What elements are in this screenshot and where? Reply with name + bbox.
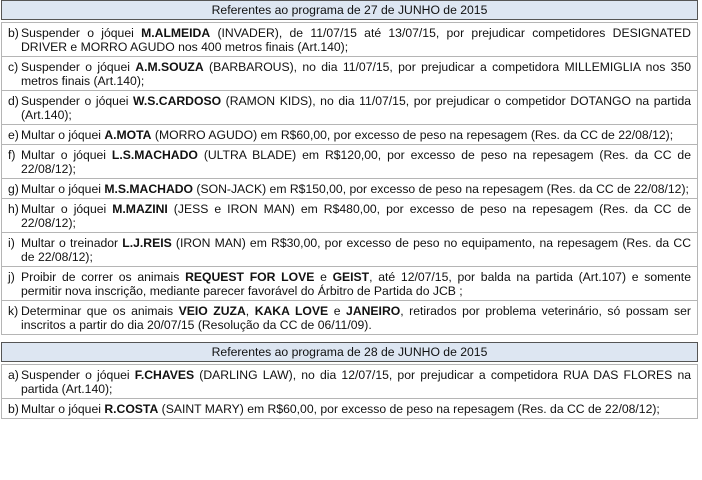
item-text [21,60,691,88]
item-text-run: (SAINT MARY) em R$60,00, por excesso de peso na repesagem (Res. da CC de 22/08/12); [158,402,660,416]
item-text-run: Proibir de correr os animais [21,270,186,284]
item-text [21,128,691,142]
item-text-bold: L.S.MACHADO [111,148,198,162]
item-text-bold: KAKA LOVE [254,304,329,318]
item-text-run: Multar o jóquei [21,148,112,162]
item-text-run: Multar o treinador [21,236,123,250]
item-text [21,26,691,54]
item-text [21,148,691,176]
item-text-run: (BARBAROUS), no dia 11/07/15, por prejudicar a competidora MILLEMIGLIA nos 350 metros finais (Art.140); [21,60,691,88]
item-label: a) [8,368,19,382]
item-text-bold: GEIST [332,270,370,284]
list-item [1,301,698,335]
item-label: i) [8,236,15,250]
item-text-bold: M.ALMEIDA [141,26,211,40]
section-header: Referentes ao programa de 27 de JUNHO de 2015 [1,0,698,20]
item-text-run: (MORRO AGUDO) em R$60,00, por excesso de peso na repesagem (Res. da CC de 22/08/12); [151,128,674,142]
item-text-run: Multar o jóquei [21,402,105,416]
item-text-bold: M.MAZINI [112,202,168,216]
item-label: h) [8,202,19,216]
item-text-bold: R.COSTA [104,402,159,416]
item-text-bold: W.S.CARDOSO [133,94,222,108]
item-text [21,402,691,416]
item-label: b) [8,402,19,416]
item-text [21,182,691,196]
item-text-run: Suspender o jóquei [21,60,136,74]
item-text-bold: F.CHAVES [134,368,195,382]
item-text-bold: L.J.REIS [122,236,172,250]
list-item [1,267,698,301]
list-item [1,199,698,233]
item-text-run: Suspender o jóquei [21,26,142,40]
item-text-run: (ULTRA BLADE) em R$120,00, por excesso de peso na repesagem (Res. da CC de 22/08/12); [21,148,691,176]
item-label: c) [8,60,19,74]
item-text-run: Suspender o jóquei [21,94,134,108]
list-item [1,399,698,419]
item-text-run: Suspender o jóquei [21,368,135,382]
item-text-run: (DARLING LAW), no dia 12/07/15, por prejudicar a competidora RUA DAS FLORES na partida (Art.140); [21,368,692,396]
section-gap [0,335,702,342]
item-text-run: (JESS e IRON MAN) em R$480,00, por excesso de peso na repesagem (Res. da CC de 22/08/12); [21,202,692,230]
item-label: b) [8,26,19,40]
item-text-bold: A.MOTA [104,128,152,142]
item-text-run: e [314,270,333,284]
item-text-run: Multar o jóquei [21,128,105,142]
item-text-run: , [245,304,255,318]
list-item [1,57,698,91]
item-text-run: , retirados por problema veterinário, só possam ser inscritos a partir do dia 20/07/15 (Resolução da CC de 06/11/09). [21,304,691,332]
item-text-bold: VEIO ZUZA [178,304,246,318]
list-item [1,22,698,57]
list-item [1,179,698,199]
item-label: k) [8,304,19,318]
item-text-run: (INVADER), de 11/07/15 até 13/07/15, por prejudicar competidores DESIGNATED DRIVER e MORRO AGUDO nos 400 metros finais (Art.140); [21,26,691,54]
list-item [1,125,698,145]
item-text-bold: M.S.MACHADO [104,182,194,196]
item-text-run: Multar o jóquei [21,202,113,216]
item-text-run: Determinar que os animais [21,304,179,318]
item-label: d) [8,94,19,108]
item-text [21,270,691,298]
item-text-bold: JANEIRO [346,304,401,318]
list-item [1,364,698,399]
item-text [21,236,691,264]
list-item [1,145,698,179]
item-label: j) [8,270,15,284]
item-text-run: , até 12/07/15, por balda na partida (Art.107) e somente permitir nova inscrição, mediante parecer favorável do Árbitro de Partida do JCB ; [21,270,691,298]
item-text-run: (RAMON KIDS), no dia 11/07/15, por prejudicar o competidor DOTANGO na partida (Art.140); [21,94,691,122]
item-text-run: (SON-JACK) em R$150,00, por excesso de peso na repesagem (Res. da CC de 22/08/12); [193,182,689,196]
item-label: g) [8,182,19,196]
item-text-run: Multar o jóquei [21,182,105,196]
item-text-bold: REQUEST FOR LOVE [185,270,315,284]
item-label: f) [8,148,16,162]
section-header: Referentes ao programa de 28 de JUNHO de 2015 [1,342,698,362]
item-text [21,304,691,332]
item-text [21,202,691,230]
list-item [1,91,698,125]
item-text [21,368,691,396]
item-text [21,94,691,122]
list-item [1,233,698,267]
item-label: e) [8,128,19,142]
item-text-run: e [328,304,347,318]
item-text-run: (IRON MAN) em R$30,00, por excesso de peso no equipamento, na repesagem (Res. da CC de 22/08/12); [21,236,691,264]
item-text-bold: A.M.SOUZA [135,60,204,74]
